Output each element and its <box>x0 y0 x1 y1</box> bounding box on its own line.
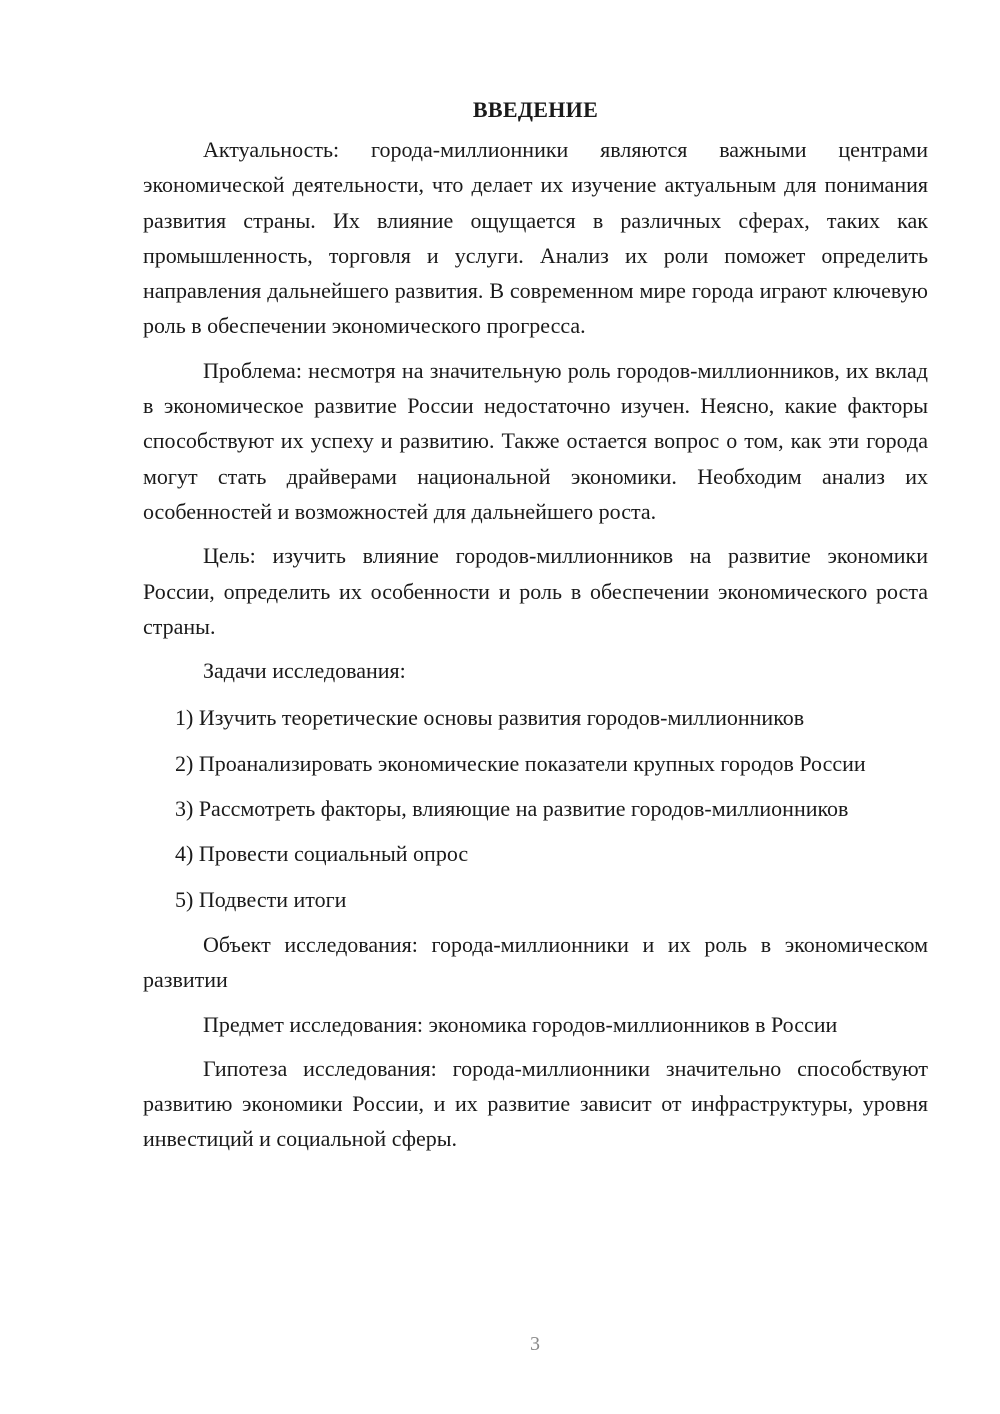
task-item-1: 1) Изучить теоретические основы развития городов-миллионников <box>175 705 805 731</box>
paragraph-subject: Предмет исследования: экономика городов-миллионников в России <box>203 1011 838 1037</box>
page-title: ВВЕДЕНИЕ <box>472 97 599 122</box>
paragraph-relevance: Актуальность: города-миллионники являются важными центрами экономической деятельности, что делает их изучение актуальным для понимания развития страны. Их влияние ощущается в различных сферах, таких как промышленность, торговля и услуги. Анализ их роли поможет определить направления дальнейшего развития. В современном мире города играют ключевую роль в обеспечении экономического прогресса. <box>143 137 928 339</box>
task-item-2: 2) Проанализировать экономические показатели крупных городов России <box>175 750 866 776</box>
tasks-heading: Задачи исследования: <box>203 658 406 684</box>
page-number: 3 <box>530 1333 540 1355</box>
task-item-5: 5) Подвести итоги <box>175 886 347 912</box>
task-item-3: 3) Рассмотреть факторы, влияющие на развитие городов-миллионников <box>175 796 849 822</box>
paragraph-goal: Цель: изучить влияние городов-миллионников на развитие экономики России, определить их особенности и роль в обеспечении экономического роста страны. <box>143 543 928 639</box>
paragraph-hypothesis: Гипотеза исследования: города-миллионники значительно способствуют развитию экономики России, и их развитие зависит от инфраструктуры, уровня инвестиций и социальной сферы. <box>143 1055 928 1152</box>
paragraph-problem: Проблема: несмотря на значительную роль городов-миллионников, их вклад в экономическое развитие России недостаточно изучен. Неясно, какие факторы способствуют их успеху и развитию. Также остается вопрос о том, как эти города могут стать драйверами национальной экономики. Необходим анализ их особенностей и возможностей для дальнейшего роста. <box>143 357 928 524</box>
task-item-4: 4) Провести социальный опрос <box>175 841 469 867</box>
document-page <box>143 90 928 1166</box>
paragraph-object: Объект исследования: города-миллионники и их роль в экономическом развитии <box>143 931 928 993</box>
